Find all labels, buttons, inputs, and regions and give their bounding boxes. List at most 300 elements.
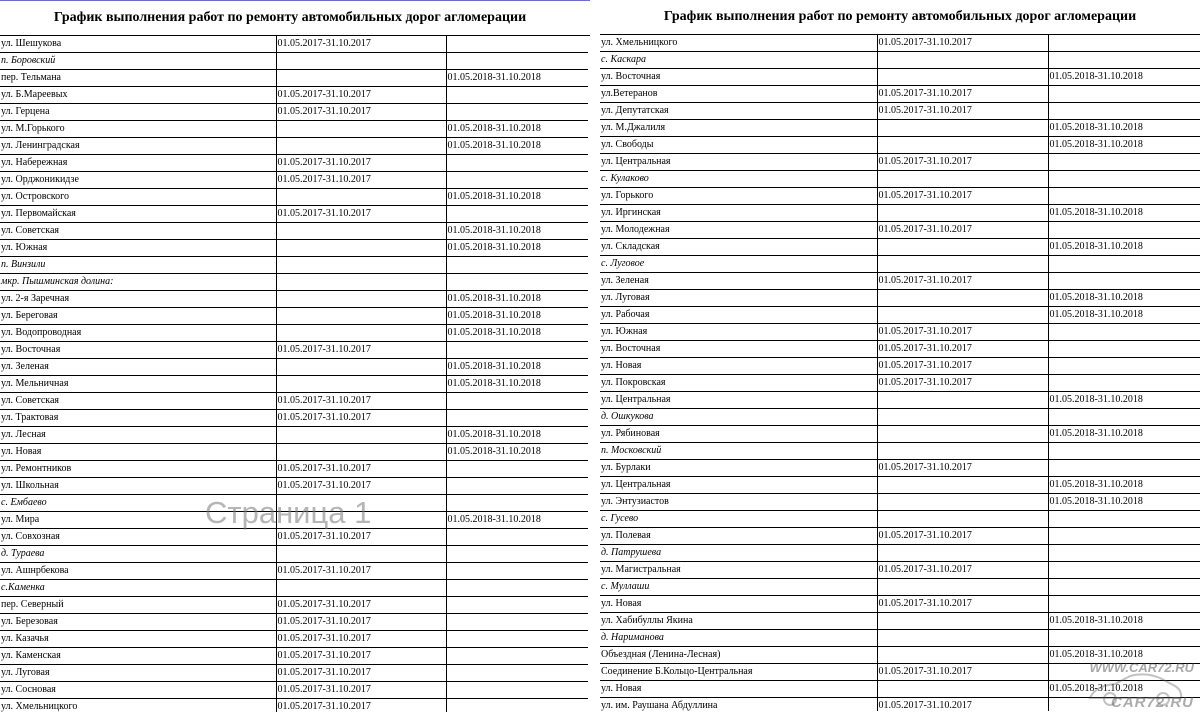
street-name-cell: ул. Первомайская <box>0 206 276 223</box>
street-row <box>0 189 588 206</box>
street-row <box>600 290 1200 307</box>
street-row <box>0 444 588 461</box>
schedule-2018-cell <box>1048 460 1200 477</box>
street-row <box>0 291 588 308</box>
street-name-cell: ул. Свободы <box>600 137 877 154</box>
street-row <box>0 631 588 648</box>
street-name-cell: с. Муллаши <box>600 579 877 596</box>
settlement-row <box>600 409 1200 426</box>
schedule-2018-cell: 01.05.2018-31.10.2018 <box>446 325 588 342</box>
schedule-2018-cell <box>446 342 588 359</box>
panel-gap <box>590 0 600 711</box>
schedule-2017-cell <box>877 477 1048 494</box>
schedule-2017-cell <box>877 545 1048 562</box>
street-name-cell: ул. Рабочая <box>600 307 877 324</box>
schedule-2018-cell <box>1048 562 1200 579</box>
street-row <box>0 121 588 138</box>
street-row <box>0 648 588 665</box>
schedule-2018-cell: 01.05.2018-31.10.2018 <box>446 223 588 240</box>
street-row <box>600 120 1200 137</box>
street-row <box>600 681 1200 698</box>
street-row <box>0 699 588 712</box>
schedule-2018-cell <box>1048 52 1200 69</box>
schedule-2018-cell <box>446 155 588 172</box>
schedule-2017-cell <box>276 291 446 308</box>
schedule-2018-cell <box>1048 528 1200 545</box>
street-name-cell: ул.Ветеранов <box>600 86 877 103</box>
street-row <box>0 563 588 580</box>
schedule-2017-cell <box>877 409 1048 426</box>
schedule-2018-cell <box>446 87 588 104</box>
schedule-2017-cell <box>276 70 446 87</box>
schedule-2018-cell: 01.05.2018-31.10.2018 <box>446 444 588 461</box>
schedule-2018-cell <box>446 393 588 410</box>
street-name-cell: ул. Ашнрбекова <box>0 563 276 580</box>
street-name-cell: ул. Советская <box>0 223 276 240</box>
schedule-2017-cell <box>276 580 446 597</box>
schedule-2017-cell <box>877 579 1048 596</box>
schedule-2017-cell: 01.05.2017-31.10.2017 <box>877 460 1048 477</box>
schedule-2018-cell: 01.05.2018-31.10.2018 <box>1048 120 1200 137</box>
street-name-cell: ул. Депутатская <box>600 103 877 120</box>
street-row <box>0 427 588 444</box>
schedule-2017-cell <box>877 137 1048 154</box>
street-name-cell: ул. Набережная <box>0 155 276 172</box>
schedule-2017-cell <box>877 630 1048 647</box>
settlement-row <box>0 257 588 274</box>
right-sheet <box>600 0 1200 711</box>
street-row <box>600 460 1200 477</box>
schedule-2018-cell <box>446 461 588 478</box>
street-name-cell: ул. Складская <box>600 239 877 256</box>
street-name-cell: ул. Мира <box>0 512 276 529</box>
schedule-2017-cell: 01.05.2017-31.10.2017 <box>877 188 1048 205</box>
street-name-cell: ул. Центральная <box>600 477 877 494</box>
street-row <box>600 528 1200 545</box>
settlement-row <box>600 443 1200 460</box>
schedule-2018-cell: 01.05.2018-31.10.2018 <box>1048 426 1200 443</box>
schedule-2017-cell: 01.05.2017-31.10.2017 <box>276 529 446 546</box>
schedule-2017-cell <box>877 171 1048 188</box>
schedule-2017-cell: 01.05.2017-31.10.2017 <box>276 342 446 359</box>
schedule-2018-cell <box>446 682 588 699</box>
schedule-2017-cell: 01.05.2017-31.10.2017 <box>276 36 446 53</box>
street-name-cell: мкр. Пышминская долина: <box>0 274 276 291</box>
street-row <box>0 376 588 393</box>
schedule-2018-cell <box>446 53 588 70</box>
schedule-2017-cell: 01.05.2017-31.10.2017 <box>276 665 446 682</box>
schedule-2018-cell <box>446 648 588 665</box>
street-name-cell: ул. Школьная <box>0 478 276 495</box>
street-name-cell: ул. Водопроводная <box>0 325 276 342</box>
street-name-cell: ул. Новая <box>600 596 877 613</box>
street-name-cell: ул. Южная <box>0 240 276 257</box>
schedule-2017-cell: 01.05.2017-31.10.2017 <box>877 596 1048 613</box>
schedule-2018-cell <box>1048 545 1200 562</box>
schedule-2018-cell <box>1048 273 1200 290</box>
street-row <box>600 698 1200 712</box>
schedule-2017-cell: 01.05.2017-31.10.2017 <box>877 103 1048 120</box>
street-name-cell: ул. Луговая <box>0 665 276 682</box>
street-name-cell: ул. 2-я Заречная <box>0 291 276 308</box>
schedule-2017-cell <box>276 495 446 512</box>
schedule-2018-cell <box>446 274 588 291</box>
street-name-cell: ул. Шешукова <box>0 36 276 53</box>
street-row <box>600 426 1200 443</box>
schedule-2018-cell <box>446 580 588 597</box>
schedule-2017-cell: 01.05.2017-31.10.2017 <box>276 87 446 104</box>
street-name-cell: ул. Сосновая <box>0 682 276 699</box>
schedule-2017-cell: 01.05.2017-31.10.2017 <box>877 664 1048 681</box>
schedule-2018-cell: 01.05.2018-31.10.2018 <box>446 189 588 206</box>
schedule-2018-cell: 01.05.2018-31.10.2018 <box>446 308 588 325</box>
schedule-2017-cell: 01.05.2017-31.10.2017 <box>276 614 446 631</box>
schedule-2018-cell <box>1048 154 1200 171</box>
street-row <box>600 69 1200 86</box>
schedule-2017-cell <box>276 274 446 291</box>
street-row <box>0 529 588 546</box>
schedule-2018-cell <box>446 631 588 648</box>
schedule-2017-cell <box>877 681 1048 698</box>
street-name-cell: ул. Новая <box>0 444 276 461</box>
schedule-2017-cell: 01.05.2017-31.10.2017 <box>877 341 1048 358</box>
schedule-2017-cell <box>276 546 446 563</box>
street-row <box>600 375 1200 392</box>
settlement-row <box>600 256 1200 273</box>
street-name-cell: ул. Полевая <box>600 528 877 545</box>
street-name-cell: ул. Рябиновая <box>600 426 877 443</box>
street-name-cell: ул. Новая <box>600 358 877 375</box>
schedule-2017-cell <box>276 427 446 444</box>
settlement-row <box>600 545 1200 562</box>
schedule-2017-cell <box>276 512 446 529</box>
schedule-2018-cell: 01.05.2018-31.10.2018 <box>446 512 588 529</box>
settlement-row <box>600 511 1200 528</box>
street-row <box>0 393 588 410</box>
street-row <box>600 562 1200 579</box>
schedule-2018-cell <box>446 172 588 189</box>
street-row <box>0 172 588 189</box>
schedule-2018-cell <box>446 614 588 631</box>
street-row <box>600 477 1200 494</box>
settlement-row <box>0 580 588 597</box>
street-row <box>600 154 1200 171</box>
schedule-2018-cell: 01.05.2018-31.10.2018 <box>446 291 588 308</box>
right-schedule-table <box>600 35 1200 711</box>
schedule-2018-cell: 01.05.2018-31.10.2018 <box>1048 613 1200 630</box>
street-row <box>600 664 1200 681</box>
schedule-2017-cell <box>877 426 1048 443</box>
schedule-2017-cell <box>276 138 446 155</box>
schedule-2017-cell: 01.05.2017-31.10.2017 <box>877 86 1048 103</box>
street-row <box>0 308 588 325</box>
schedule-2018-cell <box>446 478 588 495</box>
schedule-2017-cell <box>877 511 1048 528</box>
schedule-2017-cell: 01.05.2017-31.10.2017 <box>276 597 446 614</box>
schedule-2018-cell <box>1048 222 1200 239</box>
street-name-cell: ул. Казачья <box>0 631 276 648</box>
schedule-2018-cell <box>446 699 588 712</box>
street-name-cell: ул. Восточная <box>600 69 877 86</box>
schedule-2018-cell <box>1048 256 1200 273</box>
schedule-2017-cell <box>877 613 1048 630</box>
street-name-cell: ул. Хмельницкого <box>0 699 276 712</box>
street-row <box>600 35 1200 52</box>
street-name-cell: ул. Орджоникидзе <box>0 172 276 189</box>
street-row <box>600 222 1200 239</box>
schedule-2017-cell: 01.05.2017-31.10.2017 <box>877 222 1048 239</box>
street-row <box>600 307 1200 324</box>
schedule-2017-cell <box>877 69 1048 86</box>
street-name-cell: Соединение Б.Кольцо-Центральная <box>600 664 877 681</box>
settlement-row <box>0 274 588 291</box>
street-row <box>0 87 588 104</box>
schedule-2018-cell: 01.05.2018-31.10.2018 <box>446 70 588 87</box>
schedule-2018-cell <box>446 206 588 223</box>
street-name-cell: ул. Центральная <box>600 392 877 409</box>
schedule-2017-cell <box>276 444 446 461</box>
site-watermark-top: WWW.CAR72.RU <box>1090 660 1194 675</box>
schedule-2017-cell <box>276 325 446 342</box>
schedule-2017-cell: 01.05.2017-31.10.2017 <box>276 682 446 699</box>
street-row <box>600 324 1200 341</box>
schedule-2017-cell <box>877 494 1048 511</box>
street-row <box>600 239 1200 256</box>
schedule-2018-cell <box>1048 375 1200 392</box>
schedule-2017-cell: 01.05.2017-31.10.2017 <box>276 461 446 478</box>
schedule-2018-cell: 01.05.2018-31.10.2018 <box>446 359 588 376</box>
schedule-2018-cell: 01.05.2018-31.10.2018 <box>1048 392 1200 409</box>
street-row <box>0 206 588 223</box>
schedule-2017-cell: 01.05.2017-31.10.2017 <box>877 154 1048 171</box>
schedule-2018-cell: 01.05.2018-31.10.2018 <box>1048 290 1200 307</box>
street-row <box>600 86 1200 103</box>
street-name-cell: ул. Хмельницкого <box>600 35 877 52</box>
street-name-cell: ул. Мельничная <box>0 376 276 393</box>
street-name-cell: ул. Хабибуллы Якина <box>600 613 877 630</box>
street-row <box>600 596 1200 613</box>
schedule-2018-cell: 01.05.2018-31.10.2018 <box>446 427 588 444</box>
schedule-2018-cell <box>446 563 588 580</box>
street-row <box>0 240 588 257</box>
street-row <box>600 137 1200 154</box>
street-name-cell: ул. Восточная <box>0 342 276 359</box>
street-name-cell: с. Луговое <box>600 256 877 273</box>
street-row <box>600 341 1200 358</box>
schedule-2018-cell <box>446 104 588 121</box>
street-name-cell: ул. Центральная <box>600 154 877 171</box>
street-name-cell: ул. Герцена <box>0 104 276 121</box>
schedule-2018-cell <box>1048 171 1200 188</box>
schedule-2018-cell <box>1048 358 1200 375</box>
schedule-2018-cell <box>1048 324 1200 341</box>
street-name-cell: ул. Новая <box>600 681 877 698</box>
schedule-2017-cell: 01.05.2017-31.10.2017 <box>276 410 446 427</box>
street-name-cell: ул. Береговая <box>0 308 276 325</box>
schedule-2018-cell: 01.05.2018-31.10.2018 <box>1048 681 1200 698</box>
street-row <box>0 70 588 87</box>
street-name-cell: ул. М.Джалиля <box>600 120 877 137</box>
schedule-2017-cell <box>877 120 1048 137</box>
schedule-2018-cell <box>1048 409 1200 426</box>
schedule-2017-cell <box>276 240 446 257</box>
settlement-row <box>600 52 1200 69</box>
street-name-cell: ул. Покровская <box>600 375 877 392</box>
street-name-cell: ул. Зеленая <box>600 273 877 290</box>
schedule-2018-cell <box>1048 188 1200 205</box>
street-name-cell: п. Винзили <box>0 257 276 274</box>
schedule-2017-cell <box>877 205 1048 222</box>
street-name-cell: ул. Советская <box>0 393 276 410</box>
right-sheet-title: График выполнения работ по ремонту автомобильных дорог агломерации <box>600 0 1200 35</box>
schedule-2017-cell: 01.05.2017-31.10.2017 <box>877 324 1048 341</box>
street-name-cell: ул. Южная <box>600 324 877 341</box>
schedule-2017-cell: 01.05.2017-31.10.2017 <box>276 393 446 410</box>
street-row <box>0 410 588 427</box>
street-row <box>0 325 588 342</box>
street-name-cell: п. Боровский <box>0 53 276 70</box>
schedule-2017-cell <box>276 257 446 274</box>
street-name-cell: пер. Северный <box>0 597 276 614</box>
schedule-2017-cell <box>276 308 446 325</box>
street-name-cell: д. Ошкукова <box>600 409 877 426</box>
settlement-row <box>0 53 588 70</box>
street-name-cell: ул. Ремонтников <box>0 461 276 478</box>
street-name-cell: ул. Ленинградская <box>0 138 276 155</box>
schedule-2018-cell: 01.05.2018-31.10.2018 <box>1048 477 1200 494</box>
schedule-2017-cell <box>276 223 446 240</box>
schedule-2017-cell: 01.05.2017-31.10.2017 <box>276 104 446 121</box>
street-row <box>600 613 1200 630</box>
schedule-2017-cell: 01.05.2017-31.10.2017 <box>276 648 446 665</box>
schedule-2018-cell <box>1048 698 1200 712</box>
schedule-2018-cell: 01.05.2018-31.10.2018 <box>446 240 588 257</box>
schedule-2018-cell <box>1048 341 1200 358</box>
schedule-2017-cell: 01.05.2017-31.10.2017 <box>877 375 1048 392</box>
schedule-2018-cell <box>1048 511 1200 528</box>
schedule-2018-cell <box>446 36 588 53</box>
schedule-2017-cell <box>877 647 1048 664</box>
street-row <box>0 512 588 529</box>
street-name-cell: с. Каскара <box>600 52 877 69</box>
schedule-2018-cell <box>1048 103 1200 120</box>
schedule-2017-cell <box>877 307 1048 324</box>
street-name-cell: ул. Магистральная <box>600 562 877 579</box>
settlement-row <box>600 171 1200 188</box>
schedule-2018-cell <box>1048 443 1200 460</box>
schedule-2017-cell <box>877 256 1048 273</box>
schedule-2017-cell <box>276 189 446 206</box>
street-name-cell: ул. М.Горького <box>0 121 276 138</box>
street-row <box>600 494 1200 511</box>
schedule-2017-cell: 01.05.2017-31.10.2017 <box>877 358 1048 375</box>
schedule-2017-cell: 01.05.2017-31.10.2017 <box>276 631 446 648</box>
street-row <box>600 205 1200 222</box>
street-name-cell: с. Кулаково <box>600 171 877 188</box>
schedule-2018-cell <box>446 495 588 512</box>
settlement-row <box>600 579 1200 596</box>
street-name-cell: ул. Трактовая <box>0 410 276 427</box>
street-row <box>0 478 588 495</box>
schedule-2018-cell <box>1048 596 1200 613</box>
schedule-2017-cell <box>877 290 1048 307</box>
street-name-cell: ул. Горького <box>600 188 877 205</box>
street-row <box>600 647 1200 664</box>
schedule-2017-cell: 01.05.2017-31.10.2017 <box>276 172 446 189</box>
street-name-cell: д. Тураева <box>0 546 276 563</box>
schedule-2017-cell <box>877 52 1048 69</box>
schedule-2017-cell <box>877 443 1048 460</box>
page-watermark: Страница 1 <box>205 495 371 531</box>
street-row <box>0 597 588 614</box>
street-name-cell: ул. Восточная <box>600 341 877 358</box>
street-row <box>600 103 1200 120</box>
street-row <box>600 273 1200 290</box>
schedule-2018-cell: 01.05.2018-31.10.2018 <box>1048 494 1200 511</box>
schedule-2018-cell <box>446 410 588 427</box>
left-schedule-table <box>0 36 588 712</box>
street-name-cell: Объездная (Ленина-Лесная) <box>600 647 877 664</box>
schedule-2017-cell: 01.05.2017-31.10.2017 <box>276 206 446 223</box>
schedule-2017-cell: 01.05.2017-31.10.2017 <box>877 35 1048 52</box>
street-row <box>0 614 588 631</box>
street-name-cell: д. Нариманова <box>600 630 877 647</box>
street-row <box>0 359 588 376</box>
schedule-2018-cell <box>446 257 588 274</box>
schedule-2017-cell: 01.05.2017-31.10.2017 <box>276 155 446 172</box>
street-name-cell: ул. им. Раушана Абдуллина <box>600 698 877 712</box>
street-row <box>600 188 1200 205</box>
street-name-cell: ул. Островского <box>0 189 276 206</box>
street-row <box>0 461 588 478</box>
street-name-cell: ул. Зеленая <box>0 359 276 376</box>
street-row <box>600 392 1200 409</box>
schedule-2018-cell: 01.05.2018-31.10.2018 <box>1048 307 1200 324</box>
schedule-2017-cell: 01.05.2017-31.10.2017 <box>877 273 1048 290</box>
schedule-2017-cell: 01.05.2017-31.10.2017 <box>276 699 446 712</box>
street-row <box>0 665 588 682</box>
schedule-2018-cell <box>1048 664 1200 681</box>
street-row <box>0 104 588 121</box>
street-row <box>0 223 588 240</box>
street-name-cell: ул. Иргинская <box>600 205 877 222</box>
street-name-cell: ул. Совхозная <box>0 529 276 546</box>
street-name-cell: с.Каменка <box>0 580 276 597</box>
street-name-cell: ул. Луговая <box>600 290 877 307</box>
street-name-cell: ул. Лесная <box>0 427 276 444</box>
schedule-2018-cell <box>446 529 588 546</box>
schedule-2018-cell <box>1048 630 1200 647</box>
schedule-2017-cell: 01.05.2017-31.10.2017 <box>276 478 446 495</box>
site-watermark-bottom: CAR72.RU <box>1111 694 1194 711</box>
settlement-row <box>0 546 588 563</box>
schedule-2018-cell: 01.05.2018-31.10.2018 <box>446 121 588 138</box>
street-name-cell: ул. Молодежная <box>600 222 877 239</box>
street-row <box>0 36 588 53</box>
schedule-2018-cell: 01.05.2018-31.10.2018 <box>1048 205 1200 222</box>
street-row <box>0 342 588 359</box>
schedule-2017-cell <box>877 239 1048 256</box>
street-name-cell: д. Патрушева <box>600 545 877 562</box>
street-row <box>0 138 588 155</box>
left-sheet-title: График выполнения работ по ремонту автомобильных дорог агломерации <box>0 1 590 36</box>
street-name-cell: с. Ембаево <box>0 495 276 512</box>
schedule-2018-cell: 01.05.2018-31.10.2018 <box>1048 69 1200 86</box>
schedule-2018-cell: 01.05.2018-31.10.2018 <box>446 376 588 393</box>
street-row <box>0 682 588 699</box>
schedule-2017-cell: 01.05.2017-31.10.2017 <box>877 528 1048 545</box>
street-name-cell: с. Гусево <box>600 511 877 528</box>
